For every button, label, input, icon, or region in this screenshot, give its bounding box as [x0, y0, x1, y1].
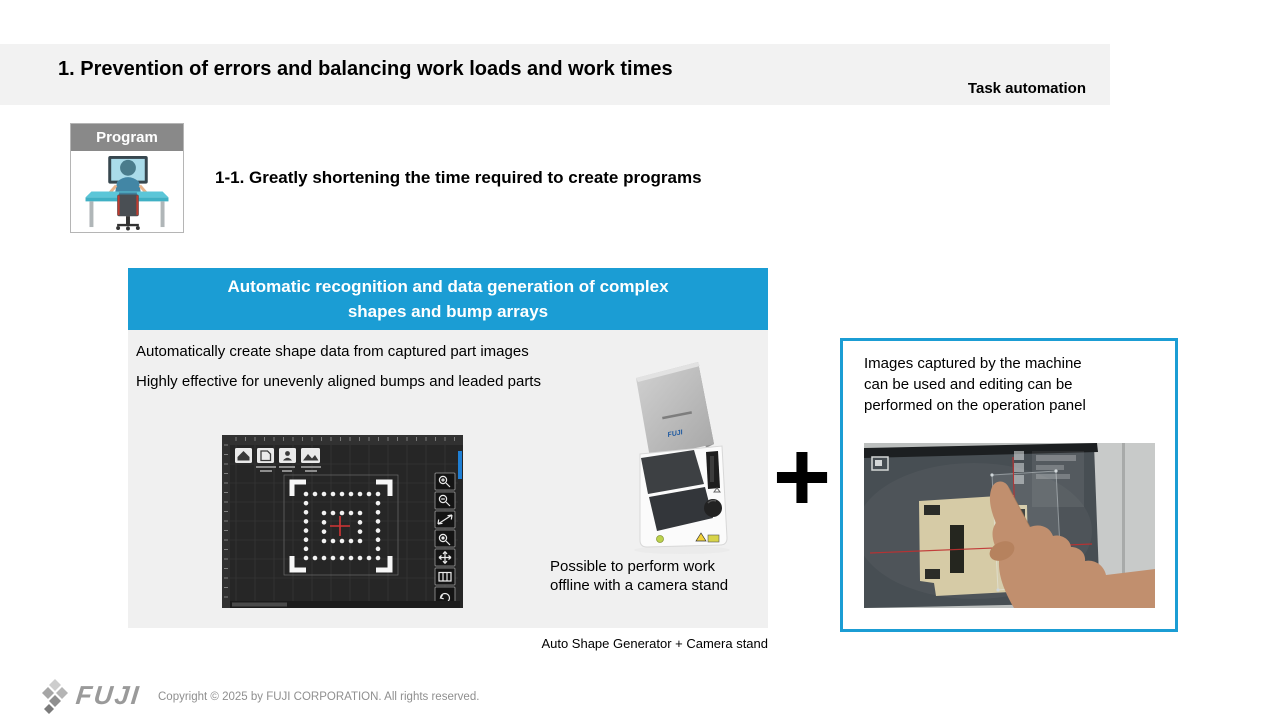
- section-subtitle: 1-1. Greatly shortening the time required to create programs: [215, 168, 702, 187]
- editor-side-toolbar: [435, 473, 455, 604]
- feature-title-line1: Automatic recognition and data generation of complex: [227, 277, 669, 296]
- plus-icon: +: [772, 421, 832, 533]
- offline-note: [550, 557, 728, 595]
- camera-stand-image: [610, 358, 744, 558]
- feature-text-line2: Highly effective for unevenly aligned bumps and leaded parts: [136, 373, 541, 390]
- panel-text-line1: Images captured by the machine: [864, 355, 1082, 372]
- shape-editor-screenshot: [222, 435, 463, 608]
- program-badge-label: Program: [71, 124, 183, 151]
- header-bar: [0, 44, 1110, 105]
- touch-panel-photo: [864, 443, 1155, 608]
- operation-panel-box: [840, 338, 1178, 632]
- task-automation-label: Task automation: [967, 80, 1086, 97]
- machine-knob: [704, 499, 722, 517]
- feature-box-body: [128, 330, 768, 628]
- page-title: 1. Prevention of errors and balancing work loads and work times: [58, 58, 673, 80]
- offline-note-line2: offline with a camera stand: [550, 577, 729, 594]
- equipment-caption: Auto Shape Generator + Camera stand: [541, 636, 768, 651]
- person-at-computer-icon: [73, 152, 181, 231]
- panel-text-line2: can be used and editing can be: [864, 376, 1073, 393]
- feature-title-line2: shapes and bump arrays: [347, 302, 549, 321]
- feature-box-title: [128, 268, 768, 330]
- program-badge: [70, 123, 184, 233]
- fuji-logo-mark-icon: [40, 678, 74, 716]
- feature-text-line1: Automatically create shape data from captured part images: [136, 343, 529, 360]
- feature-box: [128, 268, 768, 628]
- panel-text-line3: performed on the operation panel: [864, 397, 1086, 414]
- operation-panel-text: [864, 353, 1086, 416]
- machine-fuji-logo: FUJI: [667, 429, 684, 439]
- copyright-text: Copyright © 2025 by FUJI CORPORATION. All rights reserved.: [158, 691, 480, 703]
- editor-scrollbar: [458, 451, 462, 479]
- fuji-logo-text: FUJI: [74, 680, 142, 710]
- offline-note-line1: Possible to perform work: [550, 558, 716, 575]
